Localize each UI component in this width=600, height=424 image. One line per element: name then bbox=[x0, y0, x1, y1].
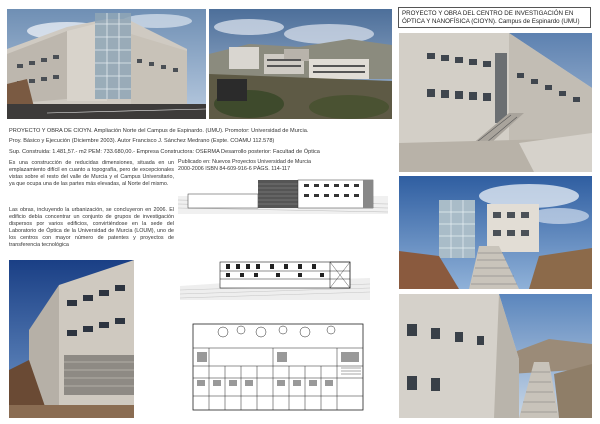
credits-block bbox=[9, 128, 394, 156]
credits-line-author: Proy. Básico y Ejecución (Diciembre 2003). Autor Francisco J. Sánchez Medrano (Expte. COAMU 112.578) bbox=[9, 138, 275, 145]
credits-line-surface: Sup. Construida: 1.481,57.- m2 PEM: 733.680,00.- Empresa Constructora: OSERMA Desarrollo posterior: Facultad de Óptica bbox=[9, 148, 320, 155]
project-title: PROYECTO Y OBRA DEL CENTRO DE INVESTIGACIÓN EN ÓPTICA Y NANOFÍSICA (CIOYN). Campus de Espinardo (UMU) bbox=[402, 10, 580, 25]
credits-line-promoter: PROYECTO Y OBRA DE CIOYN. Ampliación Norte del Campus de Espinardo. (UMU). Promotor: Universidad de Murcia. bbox=[9, 128, 309, 134]
publication-line-1: Publicado en: Nuevos Proyectos Universidad de Murcia bbox=[178, 159, 312, 165]
photo-facade-with-stairs bbox=[399, 33, 592, 172]
description-paragraph-2: Las obras, incluyendo la urbanización, se concluyeron en 2006. El edificio debía concentrar un conjunto de grupos de investigación dispersos por varios edificios, convirtiéndose en la sede del Laboratorio de Óptica de la Universidad de Murcia (LOUM), uno de los centros con mayor número de patentes y proyectos de transferencia tecnológica bbox=[9, 207, 174, 248]
photo-curved-facade-night bbox=[9, 260, 134, 418]
floor-plan-drawing bbox=[183, 316, 373, 416]
section-drawing bbox=[180, 258, 370, 300]
publication-info bbox=[178, 159, 378, 173]
photo-campus-distant-view bbox=[209, 9, 392, 119]
photo-building-glass-stair bbox=[7, 9, 206, 119]
north-elevation-drawing bbox=[178, 174, 388, 214]
project-title-box bbox=[398, 7, 591, 28]
publication-line-2: 2000-2006 ISBN 84-609-916-6 PÁGS. 114-117 bbox=[178, 166, 291, 172]
photo-stair-tower-hillside bbox=[399, 176, 592, 289]
description-paragraph-1: Es una construcción de reducidas dimensiones, situada en un emplazamiento difícil en cuanto a topografía, pero de excepcionales vistas sobre el resto del valle de Murcia y el Campus Universitario, ya que ocupa una de las partes más elevadas, al Norte del mismo. bbox=[9, 160, 174, 187]
photo-side-wall-stairs bbox=[399, 294, 592, 418]
